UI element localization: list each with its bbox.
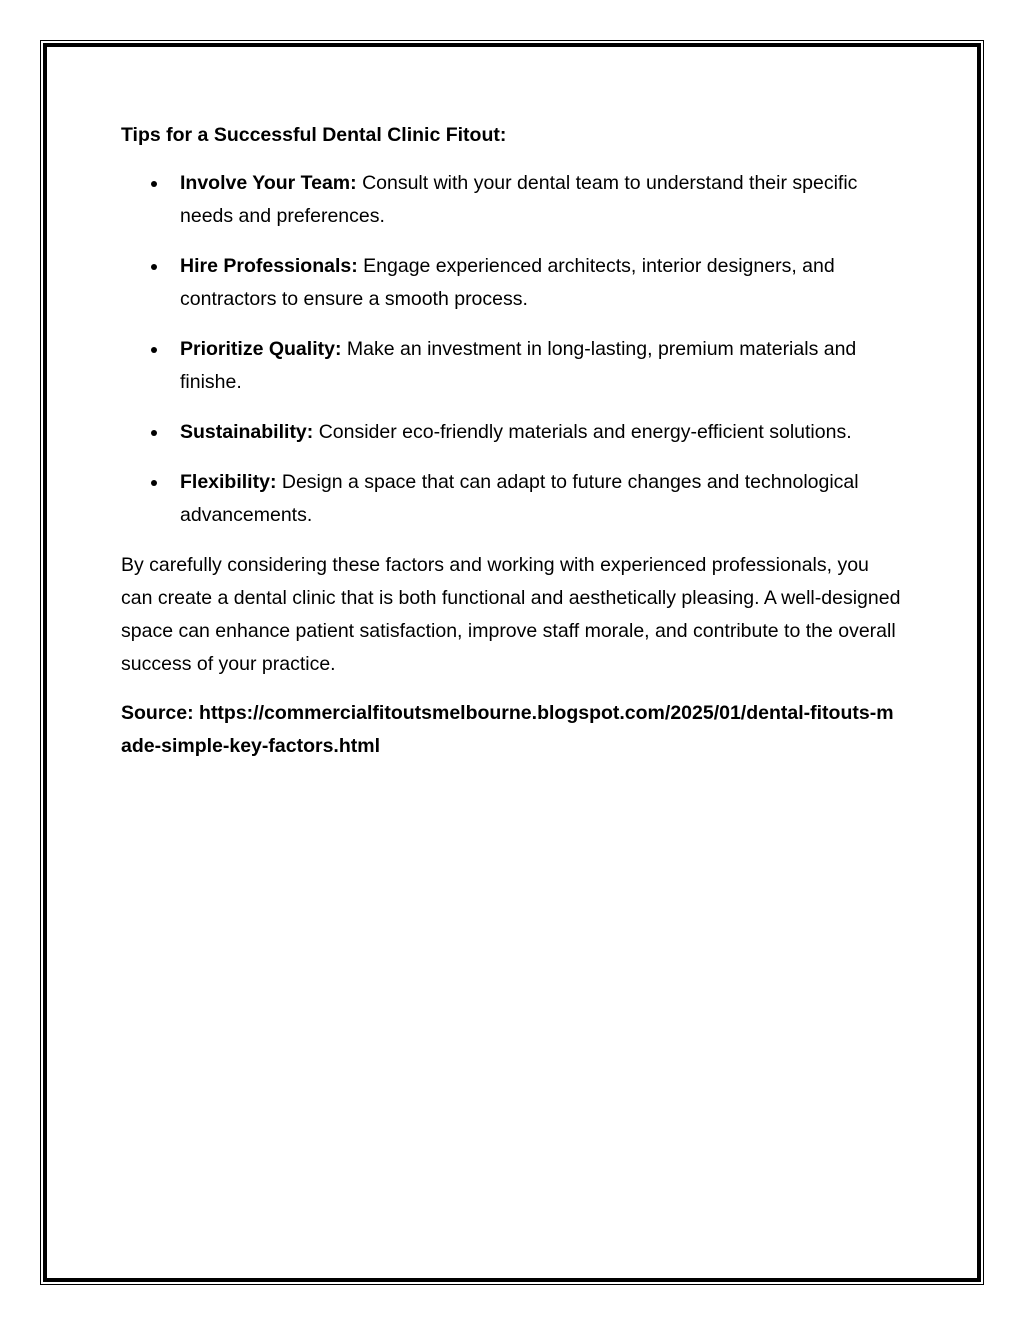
- list-item: [121, 167, 901, 233]
- source-label: Source:: [121, 702, 194, 724]
- section-heading: Tips for a Successful Dental Clinic Fitout:: [121, 124, 507, 146]
- list-item: [121, 333, 901, 399]
- tip-title: Sustainability:: [180, 421, 314, 443]
- bullet-icon: [151, 264, 157, 270]
- source-citation: [121, 697, 901, 763]
- list-item: [121, 250, 901, 316]
- tip-text: Make an investment in long-lasting, premium materials and finishe.: [180, 338, 857, 393]
- tip-text: Consult with your dental team to understand their specific needs and preferences.: [180, 172, 858, 227]
- source-link[interactable]: https://commercialfitoutsmelbourne.blogspot.com/2025/01/dental-fitouts-made-simple-key-factors.html: [121, 702, 894, 757]
- tip-text: Engage experienced architects, interior designers, and contractors to ensure a smooth process.: [180, 255, 835, 310]
- tip-title: Hire Professionals:: [180, 255, 358, 277]
- tip-text: Design a space that can adapt to future changes and technological advancements.: [180, 471, 859, 526]
- tip-title: Involve Your Team:: [180, 172, 357, 194]
- bullet-icon: [151, 430, 157, 436]
- bullet-icon: [151, 347, 157, 353]
- list-item: [121, 416, 901, 449]
- tip-title: Prioritize Quality:: [180, 338, 342, 360]
- tips-list: [121, 167, 901, 532]
- list-item: [121, 466, 901, 532]
- tip-text: Consider eco-friendly materials and energy-efficient solutions.: [318, 421, 852, 443]
- bullet-icon: [151, 181, 157, 187]
- closing-paragraph: By carefully considering these factors and working with experienced professionals, you can create a dental clinic that is both functional and aesthetically pleasing. A well-designed space can enhance patient satisfaction, improve staff morale, and contribute to the overall success of your practice.: [121, 554, 901, 675]
- bullet-icon: [151, 480, 157, 486]
- tip-title: Flexibility:: [180, 471, 277, 493]
- document-body: [121, 119, 901, 763]
